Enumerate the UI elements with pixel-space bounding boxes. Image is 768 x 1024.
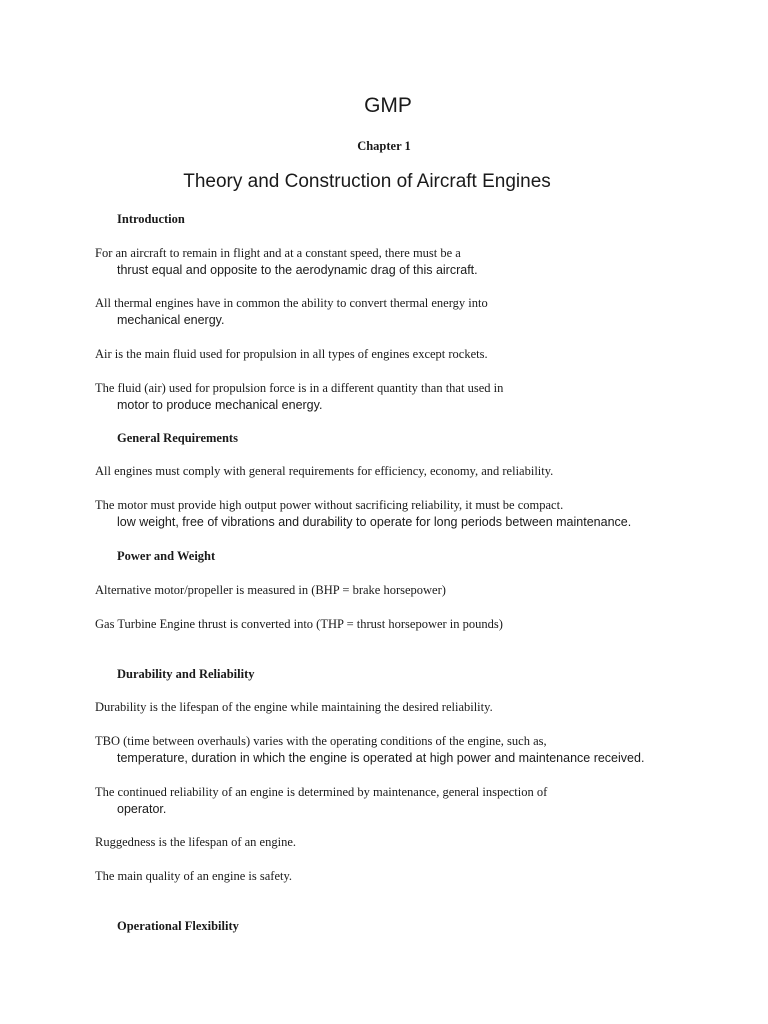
section-heading-general-requirements: General Requirements bbox=[117, 431, 238, 445]
paragraph-line: For an aircraft to remain in flight and at a constant speed, there must be a bbox=[95, 246, 461, 260]
paragraph-line: temperature, duration in which the engine is operated at high power and maintenance received. bbox=[117, 751, 645, 765]
paragraph-line: TBO (time between overhauls) varies with the operating conditions of the engine, such as, bbox=[95, 734, 547, 748]
paragraph-line: Air is the main fluid used for propulsion in all types of engines except rockets. bbox=[95, 347, 488, 361]
paragraph-line: motor to produce mechanical energy. bbox=[117, 398, 323, 412]
paragraph-line: The continued reliability of an engine is determined by maintenance, general inspection of bbox=[95, 785, 548, 799]
section-heading-introduction: Introduction bbox=[117, 212, 185, 226]
paragraph-line: The fluid (air) used for propulsion force is in a different quantity than that used in bbox=[95, 381, 504, 395]
section-heading-power-and-weight: Power and Weight bbox=[117, 549, 216, 563]
paragraph-line: All engines must comply with general requirements for efficiency, economy, and reliability. bbox=[95, 464, 554, 478]
paragraph-line: mechanical energy. bbox=[117, 313, 225, 327]
paragraph-line: thrust equal and opposite to the aerodynamic drag of this aircraft. bbox=[117, 263, 478, 277]
section-heading-operational-flexibility: Operational Flexibility bbox=[117, 919, 239, 933]
paragraph-line: The main quality of an engine is safety. bbox=[95, 869, 293, 883]
paragraph-line: low weight, free of vibrations and durability to operate for long periods between maintenance. bbox=[117, 515, 632, 529]
section-heading-durability-and-reliability: Durability and Reliability bbox=[117, 667, 255, 681]
document-title: GMP bbox=[364, 94, 412, 117]
paragraph-line: operator. bbox=[117, 802, 167, 816]
paragraph-line: Gas Turbine Engine thrust is converted into (THP = thrust horsepower in pounds) bbox=[95, 617, 503, 631]
paragraph-line: Alternative motor/propeller is measured in (BHP = brake horsepower) bbox=[95, 583, 446, 597]
chapter-label: Chapter 1 bbox=[357, 139, 411, 153]
paragraph-line: Ruggedness is the lifespan of an engine. bbox=[95, 835, 296, 849]
document-subtitle: Theory and Construction of Aircraft Engines bbox=[183, 171, 551, 192]
paragraph-line: Durability is the lifespan of the engine while maintaining the desired reliability. bbox=[95, 700, 493, 714]
paragraph-line: The motor must provide high output power without sacrificing reliability, it must be compact. bbox=[95, 498, 564, 512]
paragraph-line: All thermal engines have in common the ability to convert thermal energy into bbox=[95, 296, 488, 310]
